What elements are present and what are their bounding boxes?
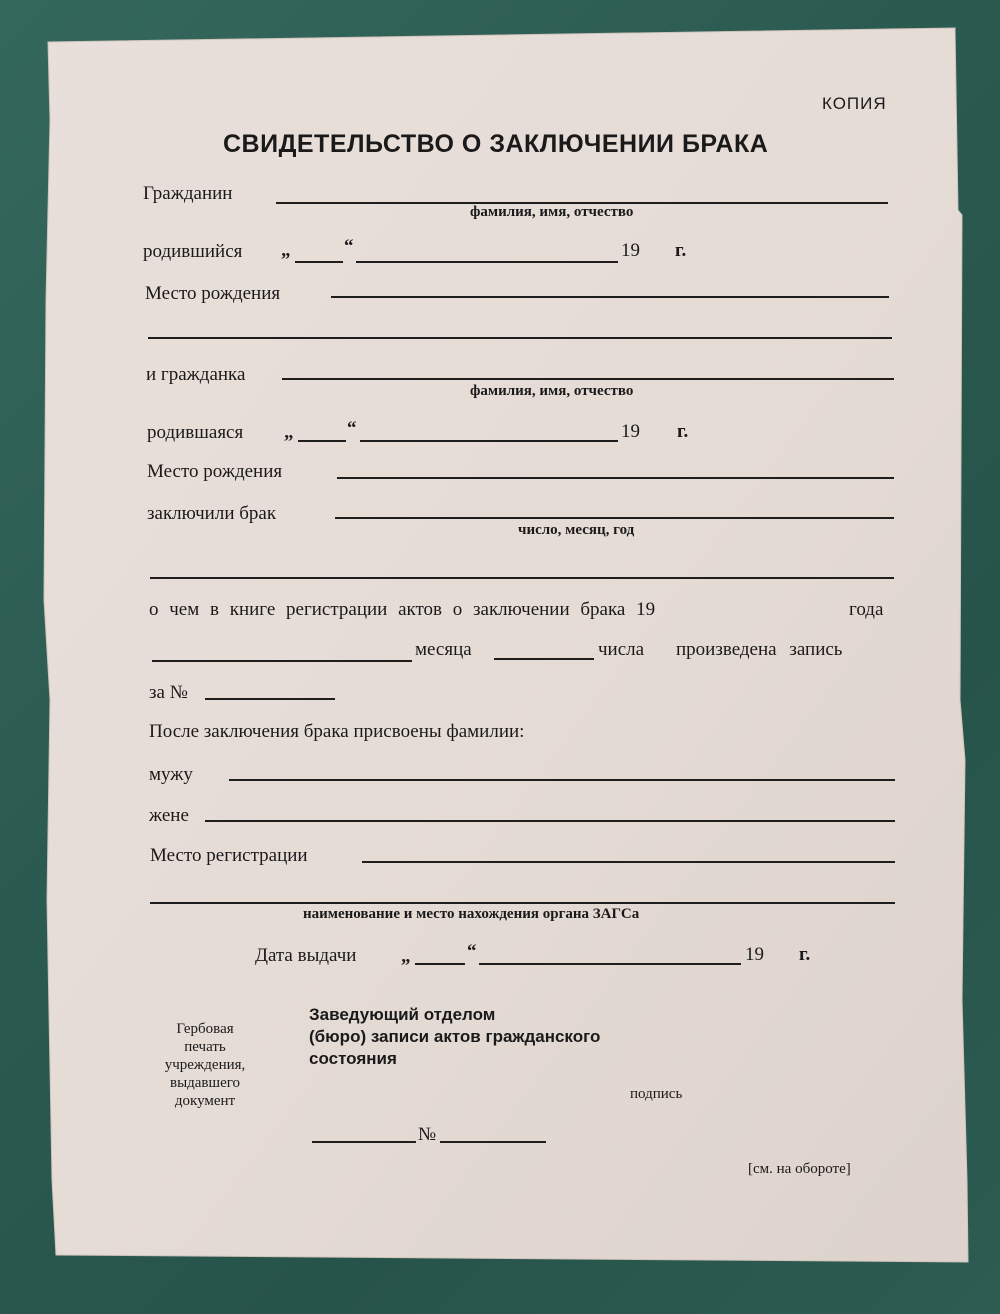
year-prefix-2: 19 [621, 421, 640, 442]
year-word: года [849, 599, 884, 620]
registry-text: о чем в книге регистрации актов о заключении брака 19 [149, 599, 656, 620]
stamp-line: Гербовая [176, 1021, 234, 1037]
wife-surname-line [205, 820, 895, 822]
married-extra-line [150, 577, 894, 579]
head-line-3: состояния [309, 1049, 397, 1068]
born-m-month-line [356, 261, 618, 263]
day-word: числа [598, 639, 645, 660]
year-suffix-3: г. [799, 944, 811, 965]
stamp-line: печать [184, 1039, 226, 1055]
stamp-line: выдавшего [169, 1075, 241, 1091]
birthplace-m-label: Место рождения [145, 283, 281, 304]
quote-open-2: „ [284, 422, 294, 443]
month-word: месяца [415, 639, 472, 660]
born-f-month-line [360, 440, 618, 442]
quote-open-1: „ [281, 240, 291, 261]
year-suffix-2: г. [677, 421, 689, 442]
quote-close-2: “ [347, 418, 357, 439]
year-prefix-3: 19 [745, 944, 764, 965]
doc-series-line [312, 1141, 416, 1143]
page-title: СВИДЕТЕЛЬСТВО О ЗАКЛЮЧЕНИИ БРАКА [223, 130, 769, 158]
fio-caption-1: фамилия, имя, отчество [470, 204, 634, 220]
head-title [309, 1004, 600, 1070]
issue-day-line [415, 963, 465, 965]
month-line [152, 660, 412, 662]
reg-place-line-2 [150, 902, 895, 904]
stamp-line: документ [174, 1093, 236, 1109]
see-reverse: [см. на обороте] [748, 1161, 851, 1177]
zags-caption: наименование и место нахождения органа ЗАГСа [303, 906, 640, 922]
birthplace-m-line-2 [148, 337, 892, 339]
born-m-day-line [295, 261, 343, 263]
husband-label: мужу [149, 764, 193, 785]
signature-caption: подпись [630, 1086, 683, 1102]
citizen-label: Гражданин [143, 183, 233, 204]
doc-number-line [440, 1141, 546, 1143]
stamp-placeholder [150, 1020, 260, 1110]
born-f-label: родившаяся [147, 422, 244, 443]
reg-place-label: Место регистрации [150, 845, 308, 866]
issue-month-line [479, 963, 741, 965]
date-caption: число, месяц, год [518, 522, 635, 538]
married-date-line [335, 517, 894, 519]
born-f-day-line [298, 440, 346, 442]
record-number-line [205, 698, 335, 700]
quote-close-3: “ [467, 941, 477, 962]
number-sign: № [418, 1124, 437, 1145]
quote-open-3: „ [401, 946, 411, 967]
record-made: произведена запись [676, 639, 843, 660]
birthplace-f-line [337, 477, 894, 479]
day-line [494, 658, 594, 660]
stamp-line: учреждения, [164, 1057, 246, 1073]
birthplace-m-line [331, 296, 889, 298]
issue-date-label: Дата выдачи [255, 945, 357, 966]
year-prefix-1: 19 [621, 240, 640, 261]
head-line-1: Заведующий отделом [309, 1005, 496, 1024]
wife-label: жене [149, 805, 189, 826]
year-suffix-1: г. [675, 240, 687, 261]
quote-close-1: “ [344, 236, 354, 257]
citizeness-name-line [282, 378, 894, 380]
born-m-label: родившийся [143, 241, 243, 262]
number-label: за № [149, 682, 188, 703]
birthplace-f-label: Место рождения [147, 461, 283, 482]
reg-place-line [362, 861, 895, 863]
copy-mark: КОПИЯ [822, 94, 887, 113]
fio-caption-2: фамилия, имя, отчество [470, 383, 634, 399]
husband-surname-line [229, 779, 895, 781]
citizeness-label: и гражданка [146, 364, 246, 385]
surnames-label: После заключения брака присвоены фамилии: [149, 721, 525, 742]
married-label: заключили брак [147, 503, 277, 524]
head-line-2: (бюро) записи актов гражданского [309, 1027, 601, 1046]
